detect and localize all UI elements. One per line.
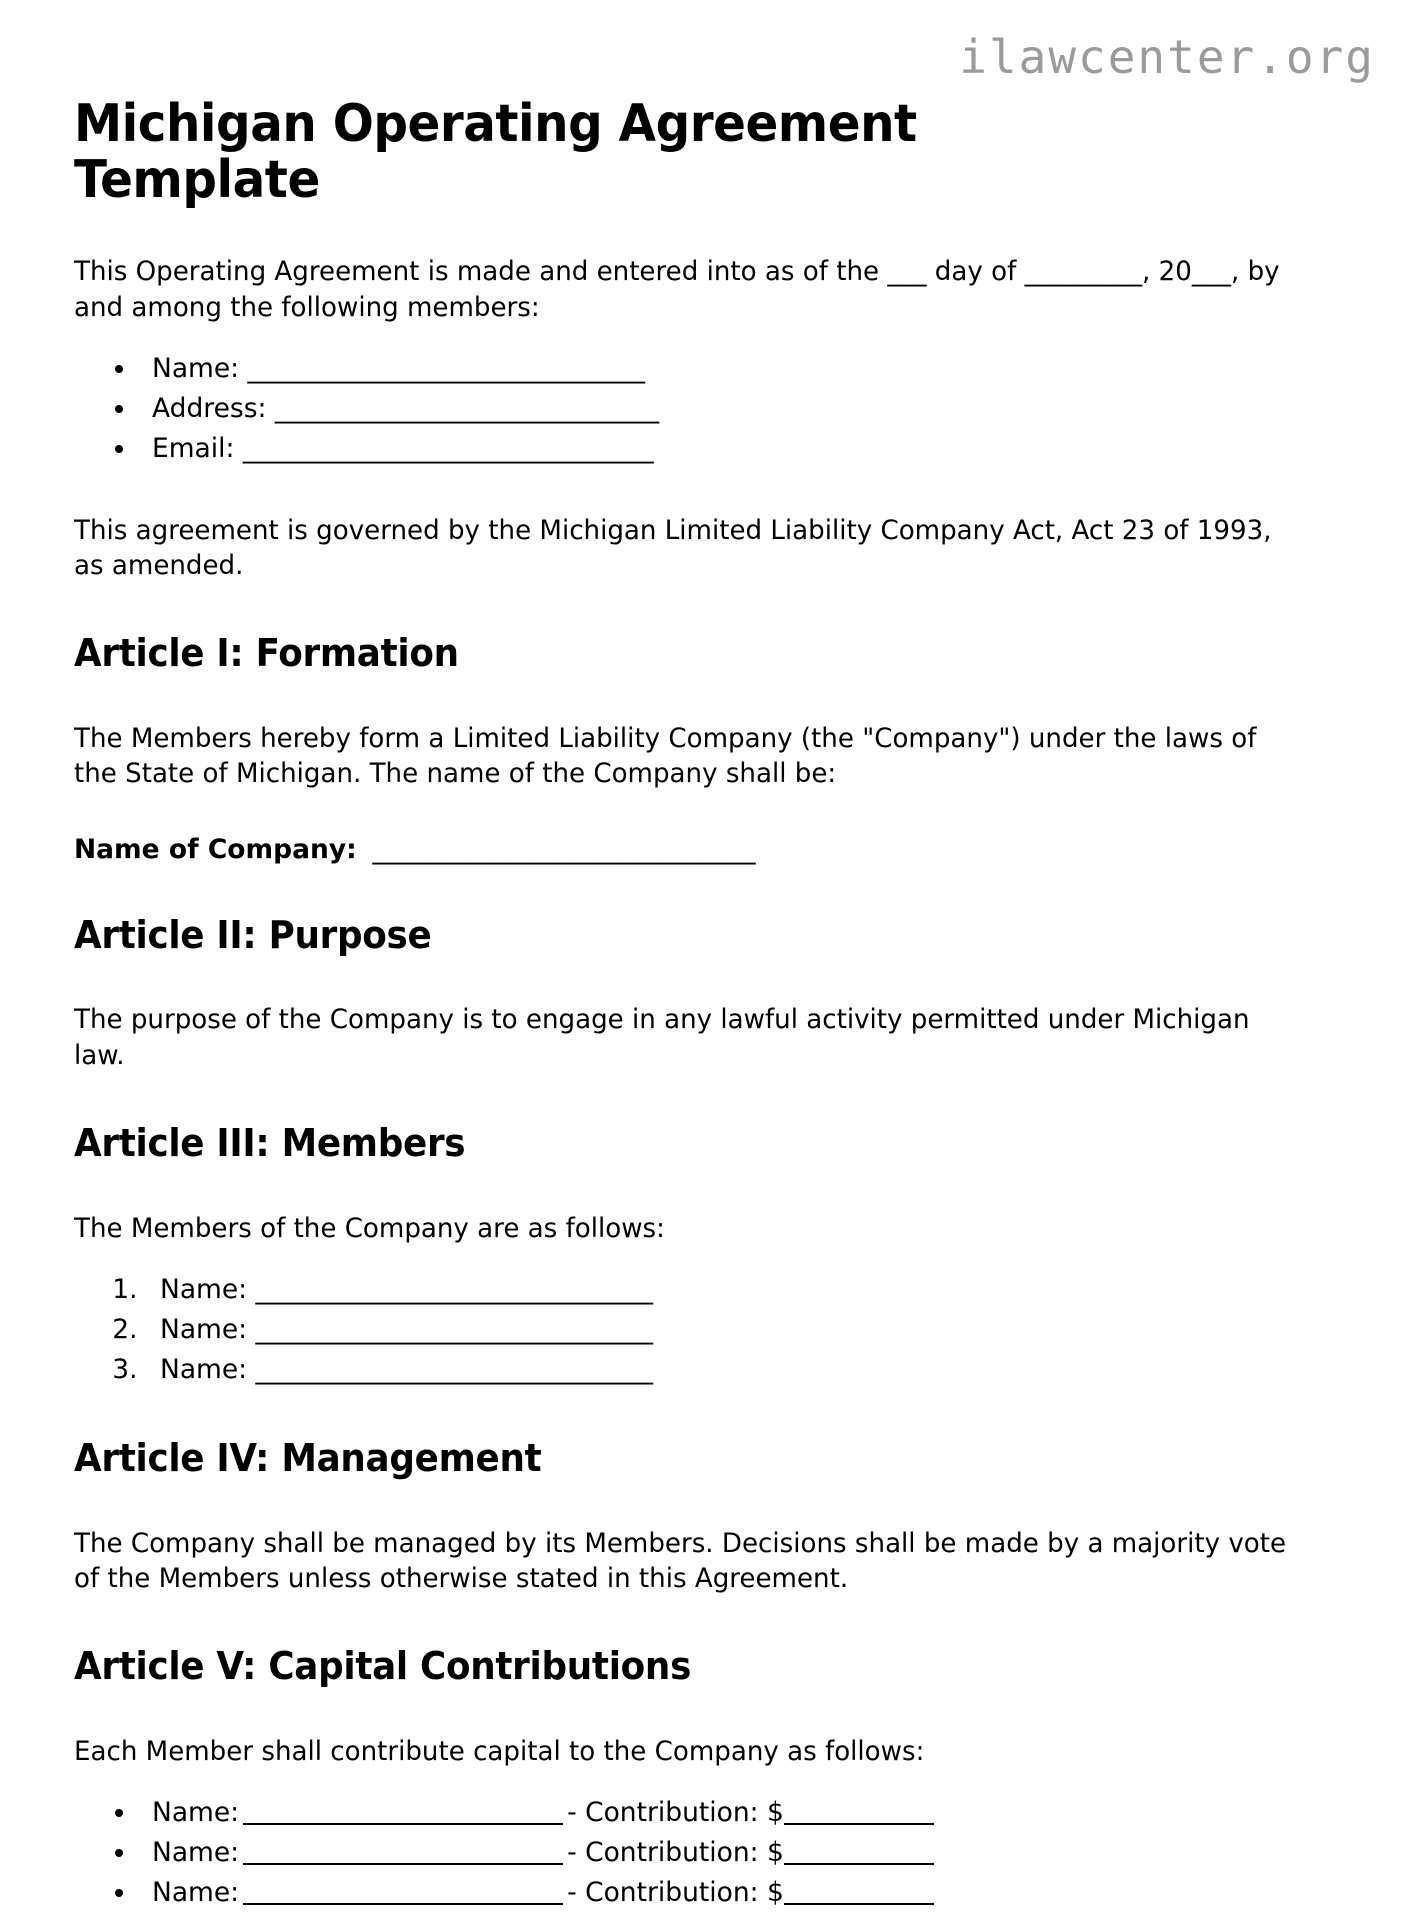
list-item bbox=[138, 1835, 1324, 1871]
list-item bbox=[138, 1875, 1324, 1911]
list-item: • Name: ______________________________ bbox=[138, 351, 1324, 387]
article-management-body: The Company shall be managed by its Members. Decisions shall be made by a majority vote of the Members unless otherwise stated in this Agreement. bbox=[74, 1527, 1287, 1595]
contribution-separator: - Contribution: $ bbox=[567, 1837, 784, 1869]
contribution-name-label: Name: bbox=[152, 1877, 240, 1909]
contribution-separator: - Contribution: $ bbox=[567, 1877, 784, 1909]
contribution-name-blank bbox=[243, 1863, 563, 1865]
contribution-list bbox=[74, 1795, 1324, 1911]
article-purpose-body: The purpose of the Company is to engage in any lawful activity permitted under Michigan law. bbox=[74, 1004, 1250, 1071]
list-item: • Address: _____________________________ bbox=[138, 391, 1324, 427]
contribution-separator: - Contribution: $ bbox=[567, 1797, 784, 1829]
intro-paragraph: This Operating Agreement is made and entered into as of the ___ day of _________, 20___, by and among the following members: bbox=[74, 256, 1280, 323]
company-name-field bbox=[74, 834, 1324, 865]
company-name-label: Name of Company: bbox=[74, 833, 357, 865]
contribution-amount-blank bbox=[784, 1863, 934, 1865]
article-heading-formation: Article I: Formation bbox=[74, 631, 459, 676]
contribution-name-label: Name: bbox=[152, 1837, 240, 1869]
document-body bbox=[74, 96, 1324, 1915]
members-numbered-list bbox=[74, 1272, 1324, 1388]
list-item: 2. Name: ______________________________ bbox=[146, 1312, 1324, 1348]
site-watermark: ilawcenter.org bbox=[959, 30, 1375, 84]
article-heading-management: Article IV: Management bbox=[74, 1436, 542, 1480]
list-item: 3. Name: ______________________________ bbox=[146, 1352, 1324, 1388]
contribution-amount-blank bbox=[784, 1823, 934, 1825]
list-item: 1. Name: ______________________________ bbox=[146, 1272, 1324, 1308]
article-heading-purpose: Article II: Purpose bbox=[74, 912, 432, 957]
list-item: • Email: _______________________________ bbox=[138, 431, 1324, 467]
governing-law-paragraph: This agreement is governed by the Michigan Limited Liability Company Act, Act 23 of 1993, as amended. bbox=[74, 514, 1272, 582]
member-fields-list bbox=[74, 351, 1324, 467]
contribution-amount-blank bbox=[784, 1903, 934, 1905]
company-name-blank: ______________________________ bbox=[356, 833, 756, 865]
contribution-name-label: Name: bbox=[152, 1797, 240, 1829]
page-title: Michigan Operating Agreement Template bbox=[74, 94, 917, 211]
contribution-name-blank bbox=[243, 1823, 563, 1825]
article-capital-body: Each Member shall contribute capital to the Company as follows: bbox=[74, 1736, 925, 1768]
article-members-body: The Members of the Company are as follows: bbox=[74, 1212, 665, 1244]
article-heading-capital-contributions: Article V: Capital Contributions bbox=[74, 1644, 692, 1689]
contribution-name-blank bbox=[243, 1903, 563, 1905]
article-heading-members: Article III: Members bbox=[74, 1120, 466, 1165]
article-formation-body: The Members hereby form a Limited Liability Company (the "Company") under the laws of the State of Michigan. The name of the Company shall be: bbox=[74, 723, 1257, 790]
